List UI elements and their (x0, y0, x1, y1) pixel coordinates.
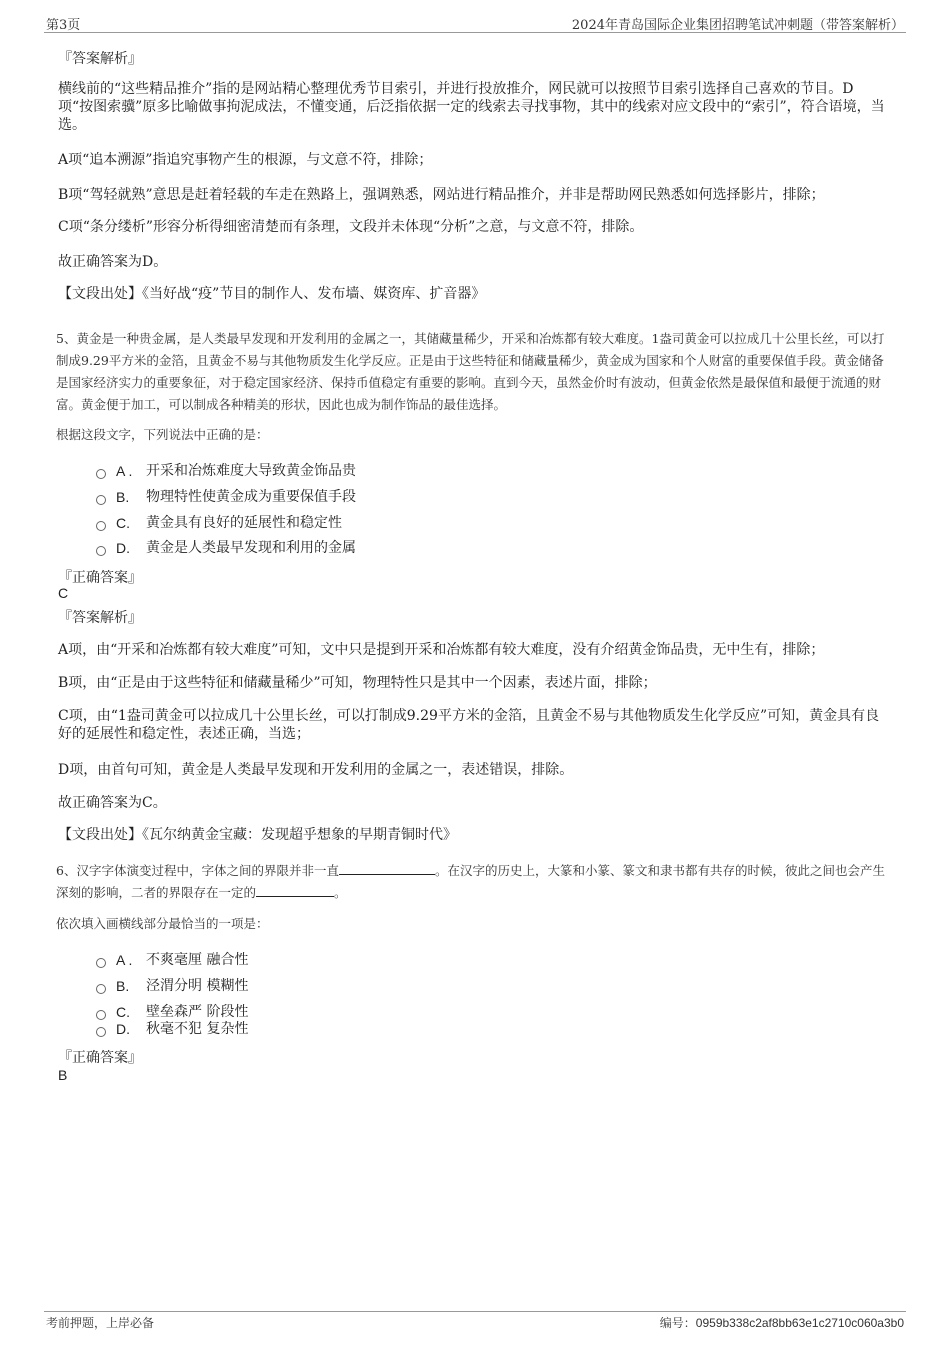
q4-analysis-p1: 横线前的“这些精品推介”指的是网站精心整理优秀节目索引，并进行投放推介，网民就可以按照节目索引选择自己喜欢的节目。D项“按图索骥”原多比喻做事拘泥成法，不懂变通，后泛指依据一定的线索去寻找事物，其中的线索对应文段中的“索引”，符合语境，当选。 (58, 81, 885, 133)
q5-correct-answer: C (58, 585, 69, 601)
q4-analysis-p3: B项“驾轻就熟”意思是赶着轻载的车走在熟路上，强调熟悉，网站进行精品推介，并非是帮助网民熟悉如何选择影片，排除； (58, 187, 825, 203)
q5-analysis-c: C项，由“1盎司黄金可以拉成几十公里长丝，可以打制成9.29平方米的金箔，且黄金不易与其他物质发生化学反应”可知，黄金具有良好的延展性和稳定性，表述正确，当选； (58, 708, 880, 742)
footer-slogan: 考前押题，上岸必备 (46, 1316, 155, 1330)
radio-icon[interactable] (96, 495, 106, 505)
q4-source: 【文段出处】《当好战“疫”节目的制作人、发布墙、媒资库、扩音器》 (58, 286, 486, 302)
option-text: 不爽毫厘 融合性 (146, 952, 249, 968)
q6-option-d[interactable] (96, 1020, 248, 1038)
option-text: 黄金具有良好的延展性和稳定性 (146, 515, 342, 531)
q5-analysis-label: 『答案解析』 (58, 610, 142, 626)
radio-icon[interactable] (96, 546, 106, 556)
q5-correct-label: 『正确答案』 (58, 570, 142, 586)
q4-analysis-conclusion: 故正确答案为D。 (58, 254, 168, 270)
q6-stem-part2: 。在汉字的历史上，大篆和小篆、篆文和隶书都有共存的时候，彼此之间也会产生深刻的影响，二者的界限存在一定的 (56, 863, 885, 900)
q6-correct-label: 『正确答案』 (58, 1050, 142, 1066)
radio-icon[interactable] (96, 1010, 106, 1020)
fill-blank-2 (256, 884, 334, 897)
option-text: 泾渭分明 模糊性 (146, 978, 249, 994)
q4-analysis-label: 『答案解析』 (58, 51, 142, 67)
option-text: 秋毫不犯 复杂性 (146, 1021, 249, 1037)
q5-analysis-d: D项，由首句可知，黄金是人类最早发现和开发利用的金属之一，表述错误，排除。 (58, 762, 574, 778)
q6-option-c[interactable] (96, 1003, 248, 1021)
q6-correct-answer: B (58, 1067, 68, 1083)
q5-lead: 根据这段文字，下列说法中正确的是： (56, 427, 269, 442)
q5-analysis-a: A项，由“开采和冶炼都有较大难度”可知，文中只是提到开采和冶炼都有较大难度，没有介绍黄金饰品贵，无中生有，排除； (58, 642, 825, 658)
q5-option-c[interactable] (96, 514, 342, 532)
fill-blank-1 (339, 862, 435, 875)
option-text: 壁垒森严 阶段性 (146, 1004, 249, 1020)
q5-option-d[interactable] (96, 539, 356, 557)
option-text: 黄金是人类最早发现和利用的金属 (146, 540, 356, 556)
document-title: 2024年青岛国际企业集团招聘笔试冲刺题（带答案解析） (571, 18, 904, 33)
q6-option-b[interactable] (96, 977, 248, 995)
q5-analysis-b: B项，由“正是由于这些特征和储藏量稀少”可知，物理特性只是其中一个因素，表述片面，排除； (58, 675, 657, 691)
q6-option-a[interactable] (96, 951, 248, 969)
option-letter: C. (116, 515, 130, 531)
option-text: 开采和冶炼难度大导致黄金饰品贵 (146, 463, 356, 479)
option-letter: D. (116, 1021, 130, 1037)
q4-analysis-p2: A项“追本溯源”指追究事物产生的根源，与文意不符，排除； (58, 152, 433, 168)
radio-icon[interactable] (96, 984, 106, 994)
option-letter: B. (116, 978, 130, 994)
q6-stem-part1: 6、汉字字体演变过程中，字体之间的界限并非一直 (56, 863, 339, 878)
q5-stem: 5、黄金是一种贵金属，是人类最早发现和开发利用的金属之一，其储藏量稀少，开采和冶炼都有较大难度。1盎司黄金可以拉成几十公里长丝，可以打制成9.29平方米的金箔，且黄金不易与其他物质发生化学反应。正是由于这些特征和储藏量稀少，黄金成为国家和个人财富的重要保值手段。黄金储备是国家经济实力的重要象征，对于稳定国家经济、保持币值稳定有重要的影响。直到今天，虽然金价时有波动，但黄金依然是最保值和最便于流通的财富。黄金便于加工，可以制成各种精美的形状，因此也成为制作饰品的最佳选择。 (56, 331, 885, 412)
option-text: 物理特性使黄金成为重要保值手段 (146, 489, 356, 505)
option-letter: D. (116, 540, 130, 556)
q5-option-a[interactable] (96, 462, 356, 480)
option-letter: B. (116, 489, 130, 505)
page-number: 第3页 (46, 18, 81, 33)
q4-analysis-p4: C项“条分缕析”形容分析得细密清楚而有条理，文段并未体现“分析”之意，与文意不符，排除。 (58, 219, 644, 235)
q5-source: 【文段出处】《瓦尔纳黄金宝藏：发现超乎想象的早期青铜时代》 (58, 827, 457, 843)
radio-icon[interactable] (96, 521, 106, 531)
footer-divider (44, 1311, 906, 1312)
q6-lead: 依次填入画横线部分最恰当的一项是： (56, 916, 269, 931)
radio-icon[interactable] (96, 958, 106, 968)
footer-code-label: 编号： (659, 1316, 696, 1330)
q6-stem (56, 860, 888, 904)
footer-code (660, 1314, 904, 1331)
radio-icon[interactable] (96, 469, 106, 479)
radio-icon[interactable] (96, 1027, 106, 1037)
footer-code-value: 0959b338c2af8bb63e1c2710c060a3b0 (695, 1316, 904, 1330)
q5-analysis-conclusion: 故正确答案为C。 (58, 795, 167, 811)
q5-option-b[interactable] (96, 488, 356, 506)
option-letter: C. (116, 1004, 130, 1020)
q6-stem-part3: 。 (334, 885, 347, 900)
header-divider (44, 32, 906, 33)
option-letter: A . (116, 463, 133, 479)
option-letter: A . (116, 952, 133, 968)
